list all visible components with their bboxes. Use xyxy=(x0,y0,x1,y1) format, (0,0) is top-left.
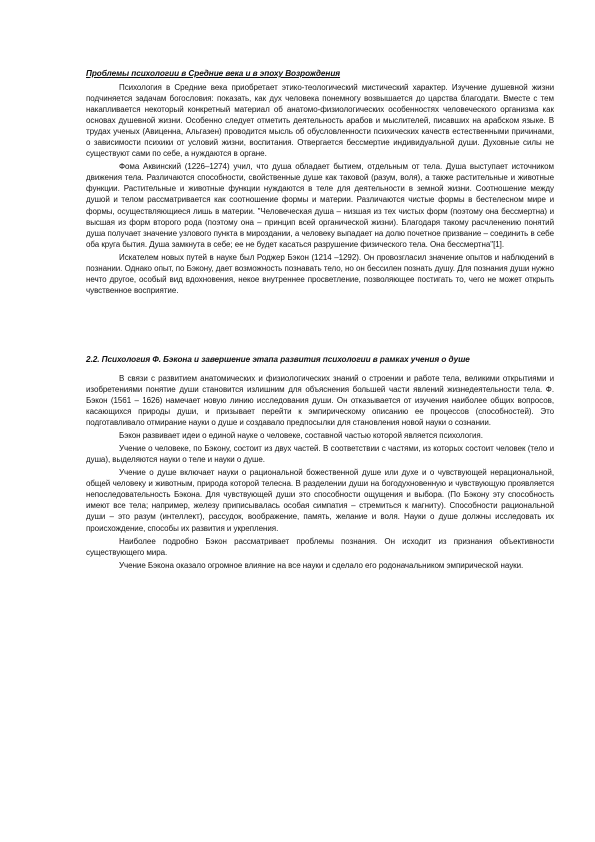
paragraph: Фома Аквинский (1226–1274) учил, что душа обладает бытием, отдельным от тела. Душа выступает источником движения тела. Различаются способности, свойственные душе как таковой (разум, воля), а также растительные и животные функции. Растительные и животные функции нуждаются в теле для деятельности в земной жизни. Соотношение между душой и телом рассматривается как соотношение формы и материи. Различаются чистые формы в бестелесном мире и формы, осуществляющиеся лишь в материи. "Человеческая душа – низшая из тех чистых форм (поэтому она бессмертна) и высшая из форм второго рода (поэтому она – принцип всей органической жизни). Благодаря такому расчленению понятий душа получает значение узлового пункта в мироздании, а человеку выпадает на долю почетное призвание – соединить в себе оба круга бытия. Душа замкнута в себе; ее не будет касаться разрушение физического тела. Она бессмертна"[1]. xyxy=(86,162,554,249)
document-content xyxy=(86,68,554,571)
paragraph: Учение о душе включает науки о рациональной божественной душе или духе и о чувствующей нерациональной, общей человеку и животным, природа которой телесна. В разделении души на богодухновенную и чувствующую проявляется непоследовательность Бэкона. Для чувствующей души это способности ощущения и выбора. (По Бэкону эту способность имеют все тела; например, железу приписывалась особая симпатия – стремиться к магниту). Способности рациональной души – это разум (интеллект), рассудок, воображение, память, желание и воля. Науки о душе должны исследовать их происхождение, способы их развития и укрепления. xyxy=(86,468,554,533)
paragraph: Бэкон развивает идеи о единой науке о человеке, составной частью которой является психология. xyxy=(119,431,483,441)
paragraph: Наиболее подробно Бэкон рассматривает проблемы познания. Он исходит из признания объективности существующего мира. xyxy=(86,536,554,557)
paragraph: Искателем новых путей в науке был Роджер Бэкон (1214 –1292). Он провозгласил значение опытов и наблюдений в познании. Однако опыт, по Бэкону, дает возможность познавать тело, но он бессилен познать душу. Для познания души нужно нечто другое, особый вид вдохновения, некое внутреннее просветление, позволяющее постигать то, чего не может открыть чувственное восприятие. xyxy=(86,252,554,295)
paragraph: Психология в Средние века приобретает этико-теологический мистический характер. Изучение душевной жизни подчиняется задачам богословия: показать, как дух человека понемногу возвышается до царства благодати. Вместе с тем накапливается некоторый конкретный материал об анатомо-физиологических особенностях человеческого организма как основах душевной жизни. Особенно следует отметить деятельность арабов и мыслителей, писавших на арабском языке. В трудах ученых (Авиценна, Альгазен) проводится мысль об обусловленности психических качеств естественными причинами, о зависимости психики от условий жизни, воспитания. Отвергается бессмертие индивидуальной души. Духовные силы не существуют сами по себе, а нуждаются в органе. xyxy=(86,83,554,159)
section-title: 2.2. Психология Ф. Бэкона и завершение этапа развития психологии в рамках учения о душе xyxy=(86,354,470,364)
paragraph: Учение о человеке, по Бэкону, состоит из двух частей. В соответствии с частями, из которых состоит человек (тело и душа), выделяются науки о теле и науки о душе. xyxy=(86,444,554,465)
section-middle-ages xyxy=(86,68,554,296)
section-title: Проблемы психологии в Средние века и в эпоху Возрождения xyxy=(86,69,341,78)
paragraph: В связи с развитием анатомических и физиологических знаний о строении и работе тела, великими открытиями и изобретениями понятие души становится излишним для объяснения большей части явлений жизнедеятельности тела. Ф. Бэкон (1561 – 1626) намечает новую линию исследования души. Он отказывается от изучения наиболее общих вопросов, касающихся природы души, и призывает перейти к эмпирическому описанию ее процессов (способностей). Это подготавливало отмирание науки о душе и создавало предпосылки для становления новой науки о сознании. xyxy=(86,373,554,428)
paragraph: Учение Бэкона оказало огромное влияние на все науки и сделало его родоначальником эмпирической науки. xyxy=(119,560,524,570)
section-bacon xyxy=(86,354,554,571)
